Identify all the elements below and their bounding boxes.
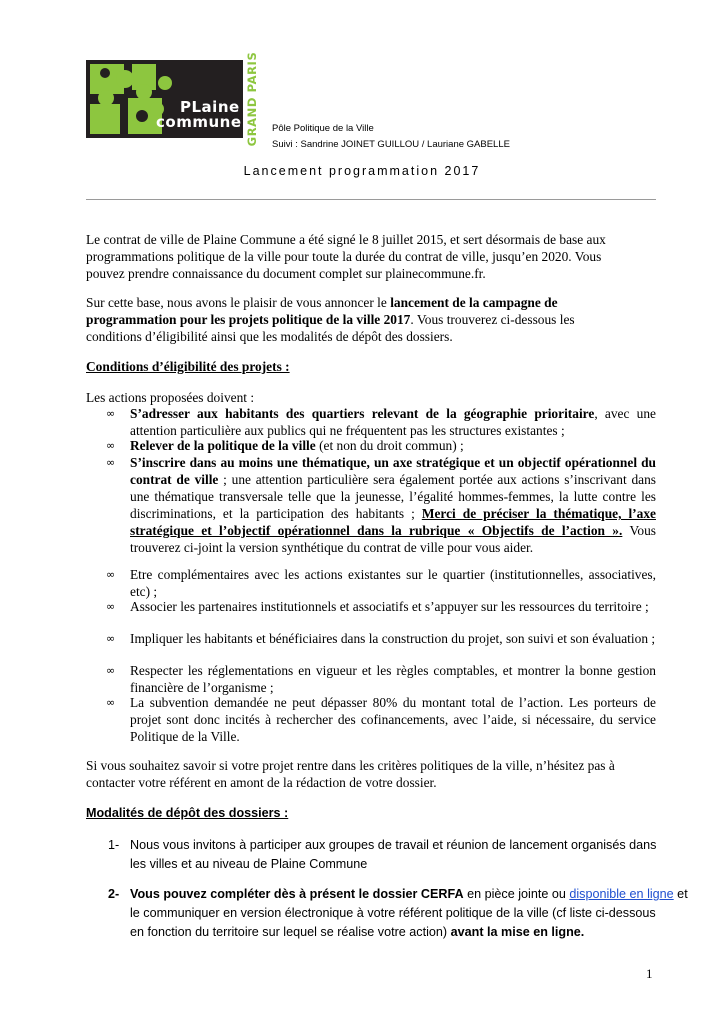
infinity-bullet-icon: ∞ bbox=[106, 568, 116, 581]
infinity-bullet-icon: ∞ bbox=[106, 664, 116, 677]
condition-item: ∞ La subvention demandée ne peut dépasser 80% du montant total de l’action. Les porteurs de projet sont donc incités à rechercher des cofinancements, avec l’aide, si nécessaire, du service Politique de la Ville. bbox=[106, 695, 656, 744]
infinity-bullet-icon: ∞ bbox=[106, 439, 116, 452]
condition-item: ∞ S’adresser aux habitants des quartiers relevant de la géographie prioritaire, avec une attention particulière aux publics qui ne fréquentent pas les structures existantes ; bbox=[106, 406, 657, 438]
infinity-bullet-icon: ∞ bbox=[106, 407, 116, 420]
online-cerfa-link[interactable]: disponible en ligne bbox=[569, 887, 674, 901]
conditions-heading: Conditions d’éligibilité des projets : bbox=[86, 359, 290, 374]
plaine-commune-logo bbox=[86, 60, 243, 138]
modalite-item: 2- Vous pouvez compléter dès à présent le dossier CERFA en pièce jointe ou disponible en ligne et le communiquer en version électronique à votre référent politique de la ville (cf liste ci-dessous en fonction du territoire sur lequel se réalise votre action) avant la mise en ligne. bbox=[108, 887, 688, 939]
infinity-bullet-icon: ∞ bbox=[106, 696, 116, 709]
conditions-lead: Les actions proposées doivent : bbox=[86, 390, 255, 405]
condition-item: ∞ S’inscrire dans au moins une thématique, un axe stratégique et un objectif opérationnel du contrat de ville ; une attention particulière sera également portée aux actions s’inscrivant dans une thématique transversale telle que la jeunesse, l’égalité hommes-femmes, la lutte contre les discriminations, et la participation des habitants ; Merci de préciser la thématique, l’axe stratégique et l’objectif opérationnel dans la rubrique « Objectifs de l’action ». Vous trouverez ci-joint la version synthétique du contrat de ville pour vous aider. bbox=[106, 455, 657, 555]
condition-item: ∞ Relever de la politique de la ville (et non du droit commun) ; bbox=[106, 438, 464, 453]
condition-item: ∞ Etre complémentaires avec les actions existantes sur le quartier (institutionnelles, associatives, etc) ; bbox=[106, 567, 656, 599]
infinity-bullet-icon: ∞ bbox=[106, 600, 116, 613]
page-number: 1 bbox=[646, 966, 653, 981]
modalites-heading: Modalités de dépôt des dossiers : bbox=[86, 806, 289, 820]
campaign-paragraph: Sur cette base, nous avons le plaisir de vous annoncer le lancement de la campagne de programmation pour les projets politique de la ville 2017. Vous trouverez ci-dessous les conditions d’éligibilité ainsi que les modalités de dépôt des dossiers. bbox=[86, 295, 575, 344]
intro-paragraph: Le contrat de ville de Plaine Commune a été signé le 8 juillet 2015, et sert désormais de base aux programmations politique de la ville pour toute la durée du contrat de ville, jusqu’en 2020. Vous pouvez prendre connaissance du document complet sur plainecommune.fr. bbox=[86, 232, 606, 281]
pole-label: Pôle Politique de la Ville bbox=[272, 123, 374, 134]
condition-item: ∞ Associer les partenaires institutionnels et associatifs et s’appuyer sur les ressources du territoire ; bbox=[106, 599, 649, 614]
modalite-item: 1- Nous vous invitons à participer aux groupes de travail et réunion de lancement organisés dans les villes et au niveau de Plaine Commune bbox=[108, 838, 657, 871]
infinity-bullet-icon: ∞ bbox=[106, 632, 116, 645]
referent-paragraph: Si vous souhaitez savoir si votre projet rentre dans les critères politiques de la ville, n’hésitez pas à contacter votre référent en amont de la rédaction de votre dossier. bbox=[86, 758, 615, 790]
title-divider bbox=[86, 199, 656, 200]
suivi-label: Suivi : Sandrine JOINET GUILLOU / Lauriane GABELLE bbox=[272, 139, 510, 150]
condition-item: ∞ Respecter les réglementations en vigueur et les règles comptables, et montrer la bonne gestion financière de l’organisme ; bbox=[106, 663, 656, 695]
infinity-bullet-icon: ∞ bbox=[106, 456, 116, 469]
logo-word-commune: commune bbox=[156, 113, 242, 131]
logo-grand-paris: GRAND PARIS bbox=[245, 51, 259, 147]
condition-item: ∞ Impliquer les habitants et bénéficiaires dans la construction du projet, son suivi et son évaluation ; bbox=[106, 631, 656, 646]
document-title: Lancement programmation 2017 bbox=[243, 164, 481, 178]
logo-word-plaine: PLaine bbox=[180, 98, 240, 116]
